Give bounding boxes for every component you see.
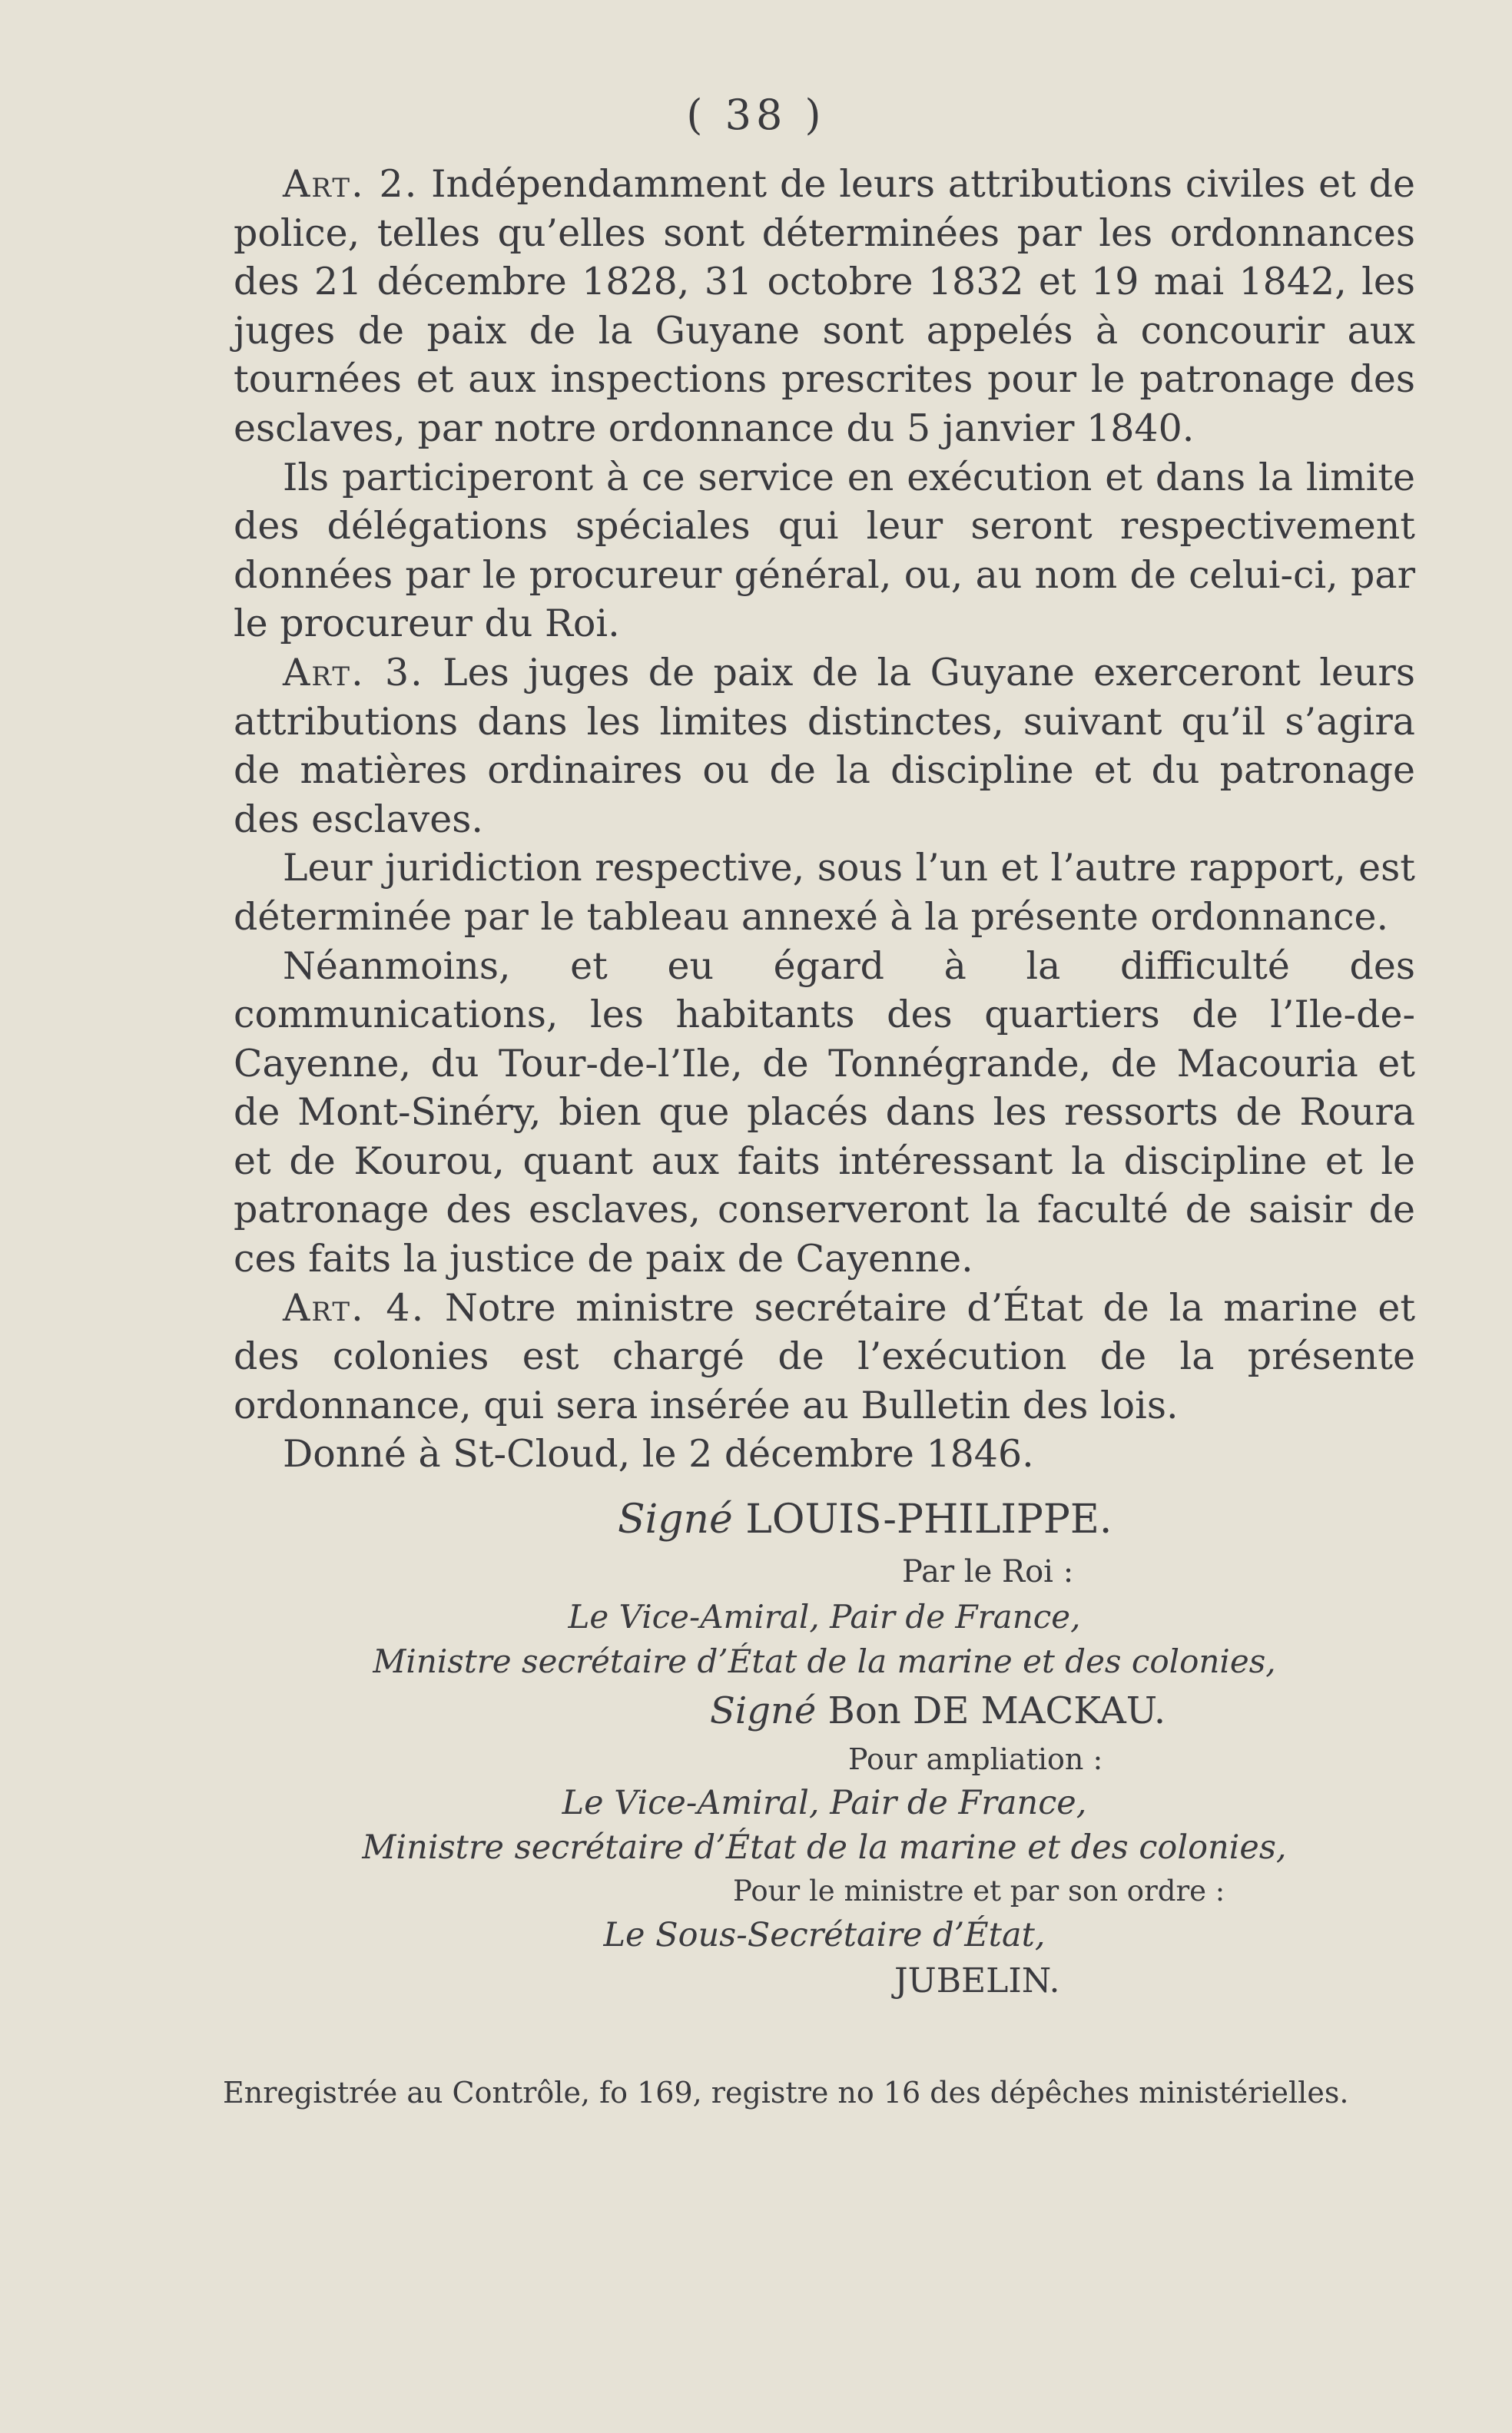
paragraph-participation: Ils participeront à ce service en exécution et dans la limite des délégations spéciales qui leur seront respectivement données par le procureur général, ou, au nom de celui-ci, par le procureur du Roi. [234,455,1415,646]
signe-label-1: Signé [618,1497,733,1543]
article-4-text: Notre ministre secrétaire d’État de la marine et des colonies est chargé de l’exécution de la présente ordonnance, qui sera insérée au Bulletin des lois. [234,1285,1416,1427]
pour-ampliation: Pour ampliation : [848,1742,1103,1776]
article-4-paragraph [234,1284,1415,1430]
article-2-text: Indépendamment de leurs attributions civiles et de police, telles qu’elles sont déterminées par les ordonnances des 21 décembre 1828, 31 octobre 1832 et 19 mai 1842, les juges de paix de la Guyane sont appelés à concourir aux tournées et aux inspections prescrites pour le patronage des esclaves, par notre ordonnance du 5 janvier 1840. [234,162,1416,450]
par-le-roi: Par le Roi : [902,1554,1074,1589]
mackau-name: Bon DE MACKAU. [827,1689,1166,1732]
signature-mackau [710,1684,1415,1738]
ministre-title-2: Ministre secrétaire d’État de la marine et des colonies, [362,1828,1287,1867]
pour-le-ministre: Pour le ministre et par son ordre : [733,1874,1225,1908]
article-3-label: Art. 3. [283,650,424,694]
vice-amiral-title-1: Le Vice-Amiral, Pair de France, [568,1598,1081,1636]
sous-secretaire-title: Le Sous-Secrétaire d’État, [603,1916,1046,1954]
signature-king [618,1490,1415,1549]
registration-note: Enregistrée au Contrôle, fo 169, registre no 16 des dépêches ministérielles. [223,2076,1349,2110]
article-3-paragraph [234,648,1415,844]
signe-label-2: Signé [710,1689,817,1732]
page-number: ( 38 ) [686,91,826,139]
king-name: LOUIS-PHILIPPE. [745,1497,1112,1543]
paragraph-donne: Donné à St-Cloud, le 2 décembre 1846. [283,1432,1034,1477]
vice-amiral-title-2: Le Vice-Amiral, Pair de France, [562,1784,1087,1822]
jubelin-name: JUBELIN. [894,1961,1060,2000]
ordinance-body [234,160,1415,1479]
ministre-title-1: Ministre secrétaire d’État de la marine et des colonies, [373,1642,1276,1680]
article-3-text: Les juges de paix de la Guyane exerceront leurs attributions dans les limites distinctes, suivant qu’il s’agira de matières ordinaires ou de la discipline et du patronage des esclaves. [234,650,1416,841]
paragraph-neanmoins: Néanmoins, et eu égard à la difficulté des communications, les habitants des quartiers de l’Ile-de-Cayenne, du Tour-de-l’Ile, de Tonnégrande, de Macouria et de Mont-Sinéry, bien que placés dans les ressorts de Roura et de Kourou, quant aux faits intéressant la discipline et le patronage des esclaves, conserveront la faculté de saisir de ces faits la justice de paix de Cayenne. [234,943,1415,1281]
article-4-label: Art. 4. [283,1285,426,1330]
signature-block [234,1490,1415,2005]
paragraph-jurisdiction: Leur juridiction respective, sous l’un et l’autre rapport, est déterminée par le tableau annexé à la présente ordonnance. [234,846,1415,939]
article-2-paragraph [234,160,1415,453]
article-2-label: Art. 2. [283,162,419,206]
